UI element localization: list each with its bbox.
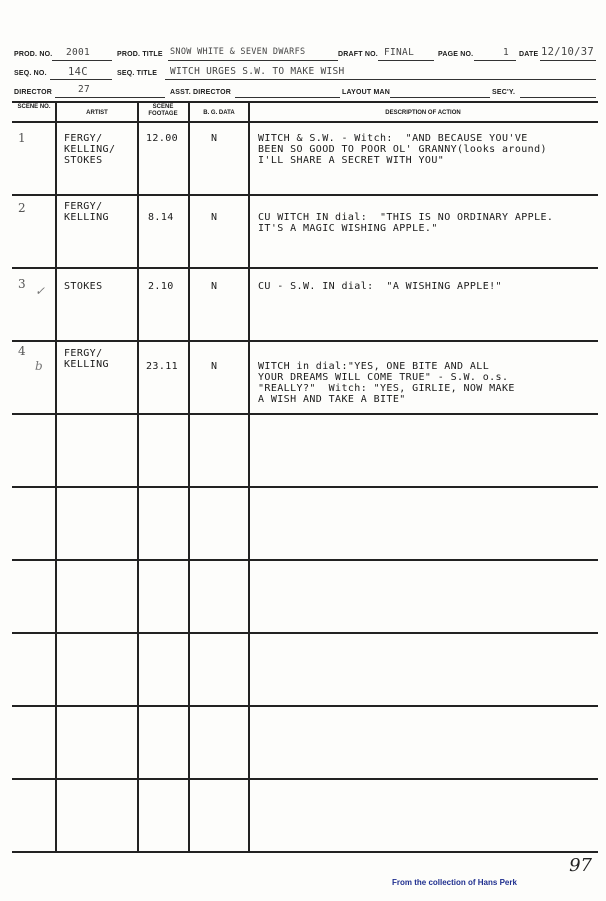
description-cell: WITCH & S.W. - Witch: "AND BECAUSE YOU'VE BEEN SO GOOD TO POOR OL' GRANNY(looks around) I'LL SHARE A SECRET WITH YOU": [258, 133, 547, 166]
col-header-bg-data: B. G. DATA: [203, 110, 235, 116]
description-cell: WITCH in dial:"YES, ONE BITE AND ALL YOUR DREAMS WILL COME TRUE" - S.W. o.s. "REALLY?" Witch: "YES, GIRLIE, NOW MAKE A WISH AND TAKE A BITE": [258, 361, 515, 405]
director-label: DIRECTOR: [14, 89, 53, 96]
prod-no-value: 2001: [66, 47, 91, 58]
page-number: 97: [569, 855, 592, 876]
prod-no-label: PROD. NO.: [14, 51, 53, 58]
secy-label: SEC'Y.: [492, 89, 516, 96]
date-label: DATE: [519, 51, 539, 58]
bg-data-cell: N: [211, 281, 218, 292]
col-header-scene: SCENE NO.: [17, 104, 51, 110]
scene-number: 4: [18, 344, 26, 358]
handwritten-mark: b: [35, 359, 43, 373]
bg-data-cell: N: [211, 212, 218, 223]
asst-director-label: ASST. DIRECTOR: [170, 89, 232, 96]
footage-cell: 2.10: [148, 281, 174, 292]
footage-cell: 8.14: [148, 212, 174, 223]
director-value: 27: [78, 84, 91, 95]
artist-cell: FERGY/ KELLING: [64, 201, 109, 223]
collection-credit: From the collection of Hans Perk: [392, 878, 517, 887]
scene-number: 2: [18, 201, 26, 215]
layout-label: LAYOUT MAN: [342, 89, 391, 96]
bg-data-cell: N: [211, 133, 218, 144]
seq-no-value: 14C: [68, 66, 88, 78]
seq-title-label: SEQ. TITLE: [117, 70, 158, 77]
draft-label: DRAFT NO.: [338, 51, 378, 58]
col-header-artist: ARTIST: [86, 110, 108, 116]
artist-cell: STOKES: [64, 281, 103, 292]
check-mark: ✓: [35, 284, 46, 298]
artist-cell: FERGY/ KELLING/ STOKES: [64, 133, 116, 166]
description-cell: CU WITCH IN dial: "THIS IS NO ORDINARY APPLE. IT'S A MAGIC WISHING APPLE.": [258, 212, 554, 234]
seq-no-label: SEQ. NO.: [14, 70, 47, 77]
footage-cell: 12.00: [146, 133, 179, 144]
bg-data-cell: N: [211, 361, 218, 372]
col-header-description: DESCRIPTION OF ACTION: [385, 110, 461, 116]
draft-value: FINAL: [384, 47, 415, 58]
seq-title-value: WITCH URGES S.W. TO MAKE WISH: [170, 66, 345, 77]
scene-number: 1: [18, 131, 26, 145]
prod-title-value: SNOW WHITE & SEVEN DWARFS: [170, 47, 306, 57]
page-label: PAGE NO.: [438, 51, 474, 58]
footage-cell: 23.11: [146, 361, 179, 372]
date-value: 12/10/37: [541, 46, 594, 58]
description-cell: CU - S.W. IN dial: "A WISHING APPLE!": [258, 281, 502, 292]
page-value: 1: [503, 47, 510, 58]
artist-cell: FERGY/ KELLING: [64, 348, 109, 370]
prod-title-label: PROD. TITLE: [117, 51, 163, 58]
scene-number: 3: [18, 277, 26, 291]
col-header-footage: SCENE FOOTAGE: [148, 104, 178, 117]
